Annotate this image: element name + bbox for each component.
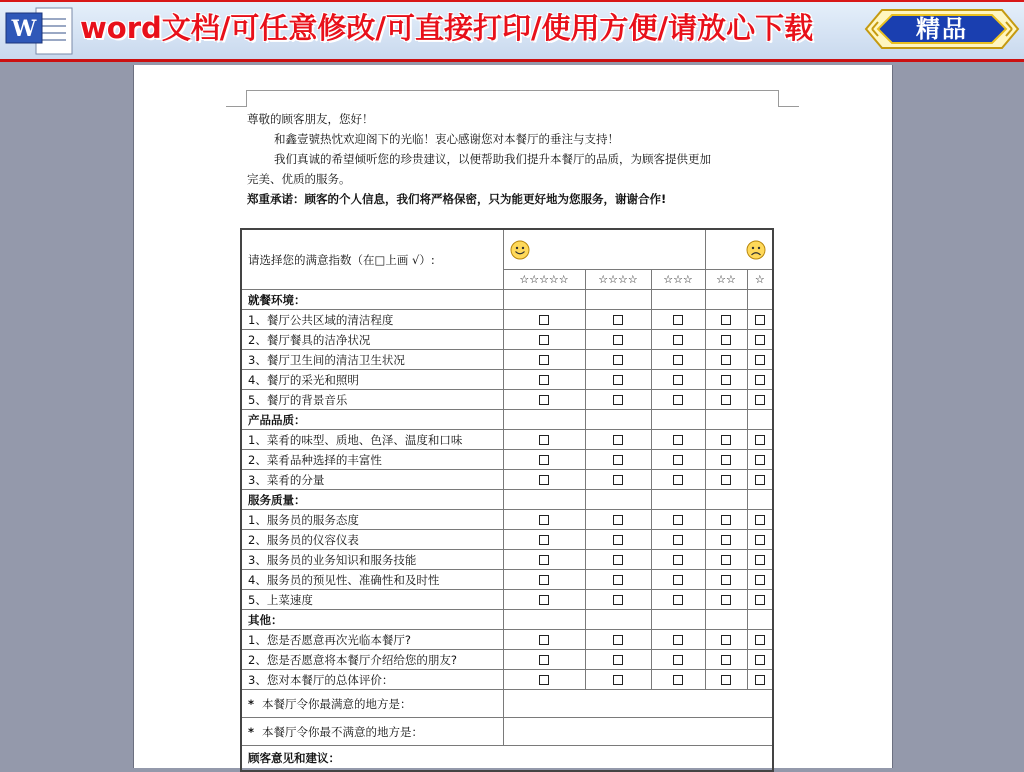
section-title: 就餐环境： [241, 290, 503, 310]
sad-cell [705, 229, 773, 270]
q-2-0-checkbox-1-stars[interactable] [755, 515, 765, 525]
q-3-1-checkbox-1-stars[interactable] [755, 655, 765, 665]
checkbox-cell [585, 390, 651, 410]
q-2-1-checkbox-4-stars[interactable] [613, 535, 623, 545]
svg-text:W: W [11, 16, 37, 42]
q-0-0-checkbox-2-stars[interactable] [721, 315, 731, 325]
checkbox-cell [585, 470, 651, 490]
q-0-3-checkbox-1-stars[interactable] [755, 375, 765, 385]
q-2-3-checkbox-5-stars[interactable] [539, 575, 549, 585]
q-0-4-checkbox-5-stars[interactable] [539, 395, 549, 405]
q-3-0-checkbox-4-stars[interactable] [613, 635, 623, 645]
checkbox-cell [705, 470, 747, 490]
q-0-1-checkbox-3-stars[interactable] [673, 335, 683, 345]
question-label: 2、服务员的仪容仪表 [241, 530, 503, 550]
checkbox-cell [747, 590, 773, 610]
empty-cell [585, 290, 651, 310]
checkbox-cell [585, 510, 651, 530]
q-3-0-checkbox-3-stars[interactable] [673, 635, 683, 645]
q-0-1-checkbox-1-stars[interactable] [755, 335, 765, 345]
empty-cell [503, 490, 585, 510]
open-question-label [241, 718, 503, 746]
checkbox-cell [705, 310, 747, 330]
table-row [241, 630, 773, 650]
table-row [241, 470, 773, 490]
checkbox-cell [747, 330, 773, 350]
checkbox-cell [747, 390, 773, 410]
table-row [241, 590, 773, 610]
survey-table [240, 228, 774, 772]
checkbox-cell [651, 550, 705, 570]
empty-cell [705, 490, 747, 510]
instruction-cell: 请选择您的满意指数（在□上画 √）: [241, 229, 503, 290]
premium-badge-label: 精品 [916, 15, 968, 43]
rating-header-2-stars: ☆☆ [705, 270, 747, 290]
checkbox-cell [705, 670, 747, 690]
table-row [241, 350, 773, 370]
q-2-2-checkbox-4-stars[interactable] [613, 555, 623, 565]
table-row [241, 450, 773, 470]
q-1-2-checkbox-3-stars[interactable] [673, 475, 683, 485]
privacy-promise: 郑重承诺：顾客的个人信息，我们将严格保密，只为能更好地为您服务，谢谢合作! [247, 192, 667, 206]
question-label: 5、餐厅的背景音乐 [241, 390, 503, 410]
q-0-2-checkbox-5-stars[interactable] [539, 355, 549, 365]
q-2-1-checkbox-2-stars[interactable] [721, 535, 731, 545]
checkbox-cell [705, 350, 747, 370]
checkbox-cell [503, 590, 585, 610]
section-title: 服务质量： [241, 490, 503, 510]
q-2-2-checkbox-2-stars[interactable] [721, 555, 731, 565]
checkbox-cell [747, 350, 773, 370]
q-2-2-checkbox-5-stars[interactable] [539, 555, 549, 565]
margin-mark-left [226, 90, 247, 107]
open-question-label [241, 690, 503, 718]
checkbox-cell [705, 650, 747, 670]
q-2-4-checkbox-1-stars[interactable] [755, 595, 765, 605]
checkbox-cell [503, 650, 585, 670]
q-0-0-checkbox-3-stars[interactable] [673, 315, 683, 325]
q-2-2-checkbox-3-stars[interactable] [673, 555, 683, 565]
question-label: 5、上菜速度 [241, 590, 503, 610]
q-1-0-checkbox-4-stars[interactable] [613, 435, 623, 445]
rating-header-3-stars: ☆☆☆ [651, 270, 705, 290]
checkbox-cell [585, 450, 651, 470]
q-2-4-checkbox-2-stars[interactable] [721, 595, 731, 605]
table-row [241, 530, 773, 550]
checkbox-cell [503, 370, 585, 390]
q-1-0-checkbox-5-stars[interactable] [539, 435, 549, 445]
checkbox-cell [585, 570, 651, 590]
q-0-4-checkbox-4-stars[interactable] [613, 395, 623, 405]
checkbox-cell [585, 310, 651, 330]
checkbox-cell [585, 630, 651, 650]
checkbox-cell [747, 450, 773, 470]
checkbox-cell [651, 530, 705, 550]
checkbox-cell [585, 670, 651, 690]
checkbox-cell [585, 370, 651, 390]
q-2-1-checkbox-1-stars[interactable] [755, 535, 765, 545]
empty-cell [747, 610, 773, 630]
q-2-1-checkbox-3-stars[interactable] [673, 535, 683, 545]
checkbox-cell [747, 630, 773, 650]
section-title: 产品品质： [241, 410, 503, 430]
q-3-0-checkbox-5-stars[interactable] [539, 635, 549, 645]
checkbox-cell [705, 370, 747, 390]
table-row [241, 330, 773, 350]
checkbox-cell [585, 330, 651, 350]
download-banner [0, 0, 1024, 62]
checkbox-cell [585, 650, 651, 670]
q-0-4-checkbox-2-stars[interactable] [721, 395, 731, 405]
checkbox-cell [651, 450, 705, 470]
checkbox-cell [651, 510, 705, 530]
checkbox-cell [503, 530, 585, 550]
request-line-cont: 完美、优质的服务。 [247, 172, 351, 186]
checkbox-cell [503, 550, 585, 570]
empty-cell [651, 290, 705, 310]
banner-title: word文档/可任意修改/可直接打印/使用方便/请放心下载 [80, 11, 814, 45]
q-1-1-checkbox-3-stars[interactable] [673, 455, 683, 465]
checkbox-cell [503, 630, 585, 650]
table-row [241, 370, 773, 390]
q-1-2-checkbox-5-stars[interactable] [539, 475, 549, 485]
open-question-row [241, 690, 773, 718]
table-row [241, 510, 773, 530]
q-3-2-checkbox-1-stars[interactable] [755, 675, 765, 685]
q-2-1-checkbox-5-stars[interactable] [539, 535, 549, 545]
checkbox-cell [705, 390, 747, 410]
intro-text [247, 109, 787, 209]
question-label: 4、餐厅的采光和照明 [241, 370, 503, 390]
sad-face-icon [746, 240, 766, 260]
rating-header-1-stars: ☆ [747, 270, 773, 290]
checkbox-cell [747, 310, 773, 330]
q-3-2-checkbox-2-stars[interactable] [721, 675, 731, 685]
checkbox-cell [503, 470, 585, 490]
checkbox-cell [651, 650, 705, 670]
checkbox-cell [747, 470, 773, 490]
q-0-1-checkbox-2-stars[interactable] [721, 335, 731, 345]
rating-header-5-stars: ☆☆☆☆☆ [503, 270, 585, 290]
asterisk-marker: * [248, 696, 255, 711]
checkbox-cell [503, 450, 585, 470]
checkbox-cell [503, 510, 585, 530]
section-header-row [241, 410, 773, 430]
checkbox-cell [705, 330, 747, 350]
question-label: 4、服务员的预见性、准确性和及时性 [241, 570, 503, 590]
q-3-0-checkbox-1-stars[interactable] [755, 635, 765, 645]
q-2-0-checkbox-2-stars[interactable] [721, 515, 731, 525]
q-0-0-checkbox-4-stars[interactable] [613, 315, 623, 325]
open-question-row [241, 718, 773, 746]
checkbox-cell [651, 310, 705, 330]
question-label: 3、菜肴的分量 [241, 470, 503, 490]
checkbox-cell [503, 390, 585, 410]
open-question-text: 本餐厅令你最不满意的地方是： [262, 724, 424, 739]
q-1-0-checkbox-2-stars[interactable] [721, 435, 731, 445]
q-2-0-checkbox-3-stars[interactable] [673, 515, 683, 525]
empty-cell [651, 410, 705, 430]
q-0-1-checkbox-5-stars[interactable] [539, 335, 549, 345]
request-line: 我们真诚的希望倾听您的珍贵建议，以便帮助我们提升本餐厅的品质，为顾客提供更加 [274, 152, 711, 166]
checkbox-cell [503, 430, 585, 450]
checkbox-cell [651, 390, 705, 410]
happy-cell [503, 229, 705, 270]
table-row [241, 390, 773, 410]
empty-cell [747, 290, 773, 310]
checkbox-cell [585, 590, 651, 610]
question-label: 2、菜肴品种选择的丰富性 [241, 450, 503, 470]
empty-cell [705, 410, 747, 430]
open-answer-field[interactable] [503, 718, 773, 746]
q-0-4-checkbox-1-stars[interactable] [755, 395, 765, 405]
q-3-1-checkbox-2-stars[interactable] [721, 655, 731, 665]
q-1-0-checkbox-1-stars[interactable] [755, 435, 765, 445]
q-0-3-checkbox-4-stars[interactable] [613, 375, 623, 385]
question-label: 3、服务员的业务知识和服务技能 [241, 550, 503, 570]
q-1-1-checkbox-4-stars[interactable] [613, 455, 623, 465]
open-question-text: 本餐厅令你最满意的地方是： [262, 696, 412, 711]
checkbox-cell [651, 670, 705, 690]
table-row [241, 310, 773, 330]
empty-cell [503, 290, 585, 310]
question-label: 3、餐厅卫生间的清洁卫生状况 [241, 350, 503, 370]
checkbox-cell [705, 570, 747, 590]
q-1-2-checkbox-4-stars[interactable] [613, 475, 623, 485]
q-1-1-checkbox-2-stars[interactable] [721, 455, 731, 465]
checkbox-cell [503, 310, 585, 330]
question-label: 2、餐厅餐具的洁净状况 [241, 330, 503, 350]
table-row [241, 670, 773, 690]
checkbox-cell [747, 650, 773, 670]
q-0-2-checkbox-1-stars[interactable] [755, 355, 765, 365]
checkbox-cell [747, 530, 773, 550]
checkbox-cell [503, 670, 585, 690]
open-answer-field[interactable] [503, 690, 773, 718]
empty-cell [503, 610, 585, 630]
question-label: 2、您是否愿意将本餐厅介绍给您的朋友? [241, 650, 503, 670]
q-0-2-checkbox-3-stars[interactable] [673, 355, 683, 365]
checkbox-cell [585, 430, 651, 450]
checkbox-cell [747, 430, 773, 450]
q-2-4-checkbox-3-stars[interactable] [673, 595, 683, 605]
q-3-1-checkbox-4-stars[interactable] [613, 655, 623, 665]
table-row [241, 430, 773, 450]
q-2-2-checkbox-1-stars[interactable] [755, 555, 765, 565]
margin-mark-right [778, 90, 799, 107]
q-2-4-checkbox-5-stars[interactable] [539, 595, 549, 605]
checkbox-cell [651, 470, 705, 490]
question-label: 1、餐厅公共区域的清洁程度 [241, 310, 503, 330]
q-2-0-checkbox-4-stars[interactable] [613, 515, 623, 525]
checkbox-cell [651, 350, 705, 370]
checkbox-cell [503, 350, 585, 370]
margin-top-rule [246, 90, 778, 91]
checkbox-cell [651, 630, 705, 650]
empty-cell [747, 490, 773, 510]
q-0-0-checkbox-5-stars[interactable] [539, 315, 549, 325]
q-2-3-checkbox-2-stars[interactable] [721, 575, 731, 585]
checkbox-cell [503, 570, 585, 590]
rating-header-4-stars: ☆☆☆☆ [585, 270, 651, 290]
checkbox-cell [585, 530, 651, 550]
q-3-2-checkbox-4-stars[interactable] [613, 675, 623, 685]
checkbox-cell [585, 550, 651, 570]
checkbox-cell [651, 570, 705, 590]
q-0-3-checkbox-3-stars[interactable] [673, 375, 683, 385]
checkbox-cell [747, 550, 773, 570]
checkbox-cell [705, 530, 747, 550]
table-row [241, 550, 773, 570]
q-1-1-checkbox-5-stars[interactable] [539, 455, 549, 465]
checkbox-cell [747, 670, 773, 690]
q-0-4-checkbox-3-stars[interactable] [673, 395, 683, 405]
checkbox-cell [747, 570, 773, 590]
table-row [241, 570, 773, 590]
banner-top-rule [0, 0, 1024, 2]
empty-cell [585, 610, 651, 630]
q-1-2-checkbox-2-stars[interactable] [721, 475, 731, 485]
q-3-2-checkbox-3-stars[interactable] [673, 675, 683, 685]
q-2-4-checkbox-4-stars[interactable] [613, 595, 623, 605]
q-3-1-checkbox-3-stars[interactable] [673, 655, 683, 665]
q-3-1-checkbox-5-stars[interactable] [539, 655, 549, 665]
checkbox-cell [651, 370, 705, 390]
section-title: 其他： [241, 610, 503, 630]
checkbox-cell [705, 510, 747, 530]
empty-cell [585, 410, 651, 430]
checkbox-cell [747, 510, 773, 530]
empty-cell [651, 490, 705, 510]
question-label: 1、服务员的服务态度 [241, 510, 503, 530]
feedback-row [241, 746, 773, 772]
checkbox-cell [747, 370, 773, 390]
smiley-face-icon [510, 240, 530, 260]
question-label: 3、您对本餐厅的总体评价： [241, 670, 503, 690]
checkbox-cell [705, 590, 747, 610]
q-3-0-checkbox-2-stars[interactable] [721, 635, 731, 645]
checkbox-cell [705, 630, 747, 650]
question-label: 1、您是否愿意再次光临本餐厅? [241, 630, 503, 650]
q-0-3-checkbox-2-stars[interactable] [721, 375, 731, 385]
checkbox-cell [705, 450, 747, 470]
q-2-3-checkbox-3-stars[interactable] [673, 575, 683, 585]
q-0-1-checkbox-4-stars[interactable] [613, 335, 623, 345]
q-1-0-checkbox-3-stars[interactable] [673, 435, 683, 445]
empty-cell [705, 610, 747, 630]
welcome-line: 和鑫壹號热忱欢迎阁下的光临！衷心感谢您对本餐厅的垂注与支持！ [274, 132, 619, 146]
checkbox-cell [705, 550, 747, 570]
checkbox-cell [651, 590, 705, 610]
q-1-2-checkbox-1-stars[interactable] [755, 475, 765, 485]
word-document-icon [2, 5, 78, 57]
asterisk-marker: * [248, 724, 255, 739]
checkbox-cell [651, 430, 705, 450]
q-0-2-checkbox-4-stars[interactable] [613, 355, 623, 365]
q-2-3-checkbox-1-stars[interactable] [755, 575, 765, 585]
empty-cell [585, 490, 651, 510]
q-3-2-checkbox-5-stars[interactable] [539, 675, 549, 685]
q-0-3-checkbox-5-stars[interactable] [539, 375, 549, 385]
section-header-row [241, 610, 773, 630]
empty-cell [651, 610, 705, 630]
q-2-0-checkbox-5-stars[interactable] [539, 515, 549, 525]
section-header-row [241, 290, 773, 310]
table-row [241, 650, 773, 670]
checkbox-cell [651, 330, 705, 350]
greeting: 尊敬的顾客朋友，您好！ [247, 112, 374, 126]
feedback-title: 顾客意见和建议： [241, 746, 773, 772]
section-header-row [241, 490, 773, 510]
checkbox-cell [585, 350, 651, 370]
q-0-0-checkbox-1-stars[interactable] [755, 315, 765, 325]
q-1-1-checkbox-1-stars[interactable] [755, 455, 765, 465]
empty-cell [705, 290, 747, 310]
empty-cell [503, 410, 585, 430]
checkbox-cell [503, 330, 585, 350]
q-2-3-checkbox-4-stars[interactable] [613, 575, 623, 585]
document-page [133, 65, 893, 768]
q-0-2-checkbox-2-stars[interactable] [721, 355, 731, 365]
question-label: 1、菜肴的味型、质地、色泽、温度和口味 [241, 430, 503, 450]
checkbox-cell [705, 430, 747, 450]
empty-cell [747, 410, 773, 430]
